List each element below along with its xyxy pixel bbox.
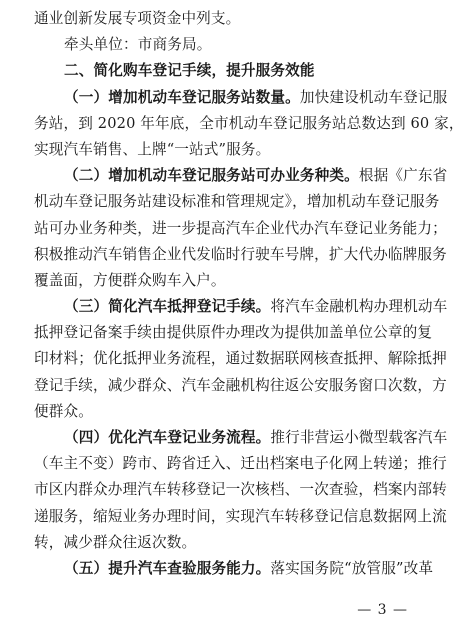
text-line — [34, 294, 448, 320]
text-line — [34, 425, 448, 451]
body-text: 根据《广东省 — [358, 167, 448, 185]
bold-heading-text: （三）简化汽车抵押登记手续。 — [64, 298, 271, 316]
text-line: 便群众。 — [34, 402, 93, 420]
text-line: 递服务，缩短业务办理时间，实现汽车转移登记信息数据网上流 — [34, 507, 447, 525]
text-line: 覆盖面，方便群众购车入户。 — [34, 271, 226, 289]
body-text: 落实国务院“放管服”改革 — [270, 559, 434, 577]
text-line: 务站，到 2020 年年底，全市机动车登记服务站总数达到 60 家， — [34, 114, 464, 132]
text-line: 市区内群众办理汽车转移登记一次核档、一次查验，档案内部转 — [34, 481, 447, 499]
text-line: 牵头单位：市商务局。 — [64, 36, 212, 54]
page-number: — 3 — — [357, 602, 408, 618]
text-line: 通业创新发展专项资金中列支。 — [34, 10, 241, 27]
text-line: 站可办业务种类，进一步提高汽车企业代办汽车登记业务能力； — [34, 219, 447, 237]
text-line: 实现汽车销售、上牌“一站式”服务。 — [34, 140, 271, 158]
text-line — [34, 556, 434, 582]
text-line: （车主不变）跨市、跨省迁入、迁出档案电子化网上转递；推行 — [34, 455, 447, 473]
document-body — [34, 6, 464, 582]
bold-heading-text: （一）增加机动车登记服务站数量。 — [64, 88, 300, 106]
bold-heading-text: （五）提升汽车查验服务能力。 — [64, 559, 271, 577]
body-text: 加快建设机动车登记服 — [299, 88, 448, 106]
text-line: 转，减少群众往返次数。 — [34, 533, 197, 551]
text-line — [34, 85, 448, 111]
text-line: 登记手续，减少群众、汽车金融机构往返公安服务窗口次数，方 — [34, 376, 447, 394]
bold-heading-text: （四）优化汽车登记业务流程。 — [64, 429, 271, 446]
text-line: 印材料；优化抵押业务流程，通过数据联网核查抵押、解除抵押 — [34, 350, 447, 368]
text-line — [34, 58, 422, 84]
text-line: 抵押登记备案手续由提供原件办理改为提供加盖单位公章的复 — [34, 324, 433, 342]
bold-heading-text: （二）增加机动车登记服务站可办业务种类。 — [64, 167, 359, 185]
body-text: 将汽车金融机构办理机动车 — [270, 298, 448, 316]
text-line: 机动车登记服务站建设标准和管理规定》，增加机动车登记服务 — [34, 193, 440, 211]
bold-heading-text: 二、简化购车登记手续，提升服务效能 — [64, 62, 315, 80]
body-text: 推行非营运小微型载客汽车 — [270, 429, 448, 446]
text-line — [34, 163, 448, 189]
text-line: 积极推动汽车销售企业代发临时行驶车号牌，扩大代办临牌服务 — [34, 245, 447, 263]
